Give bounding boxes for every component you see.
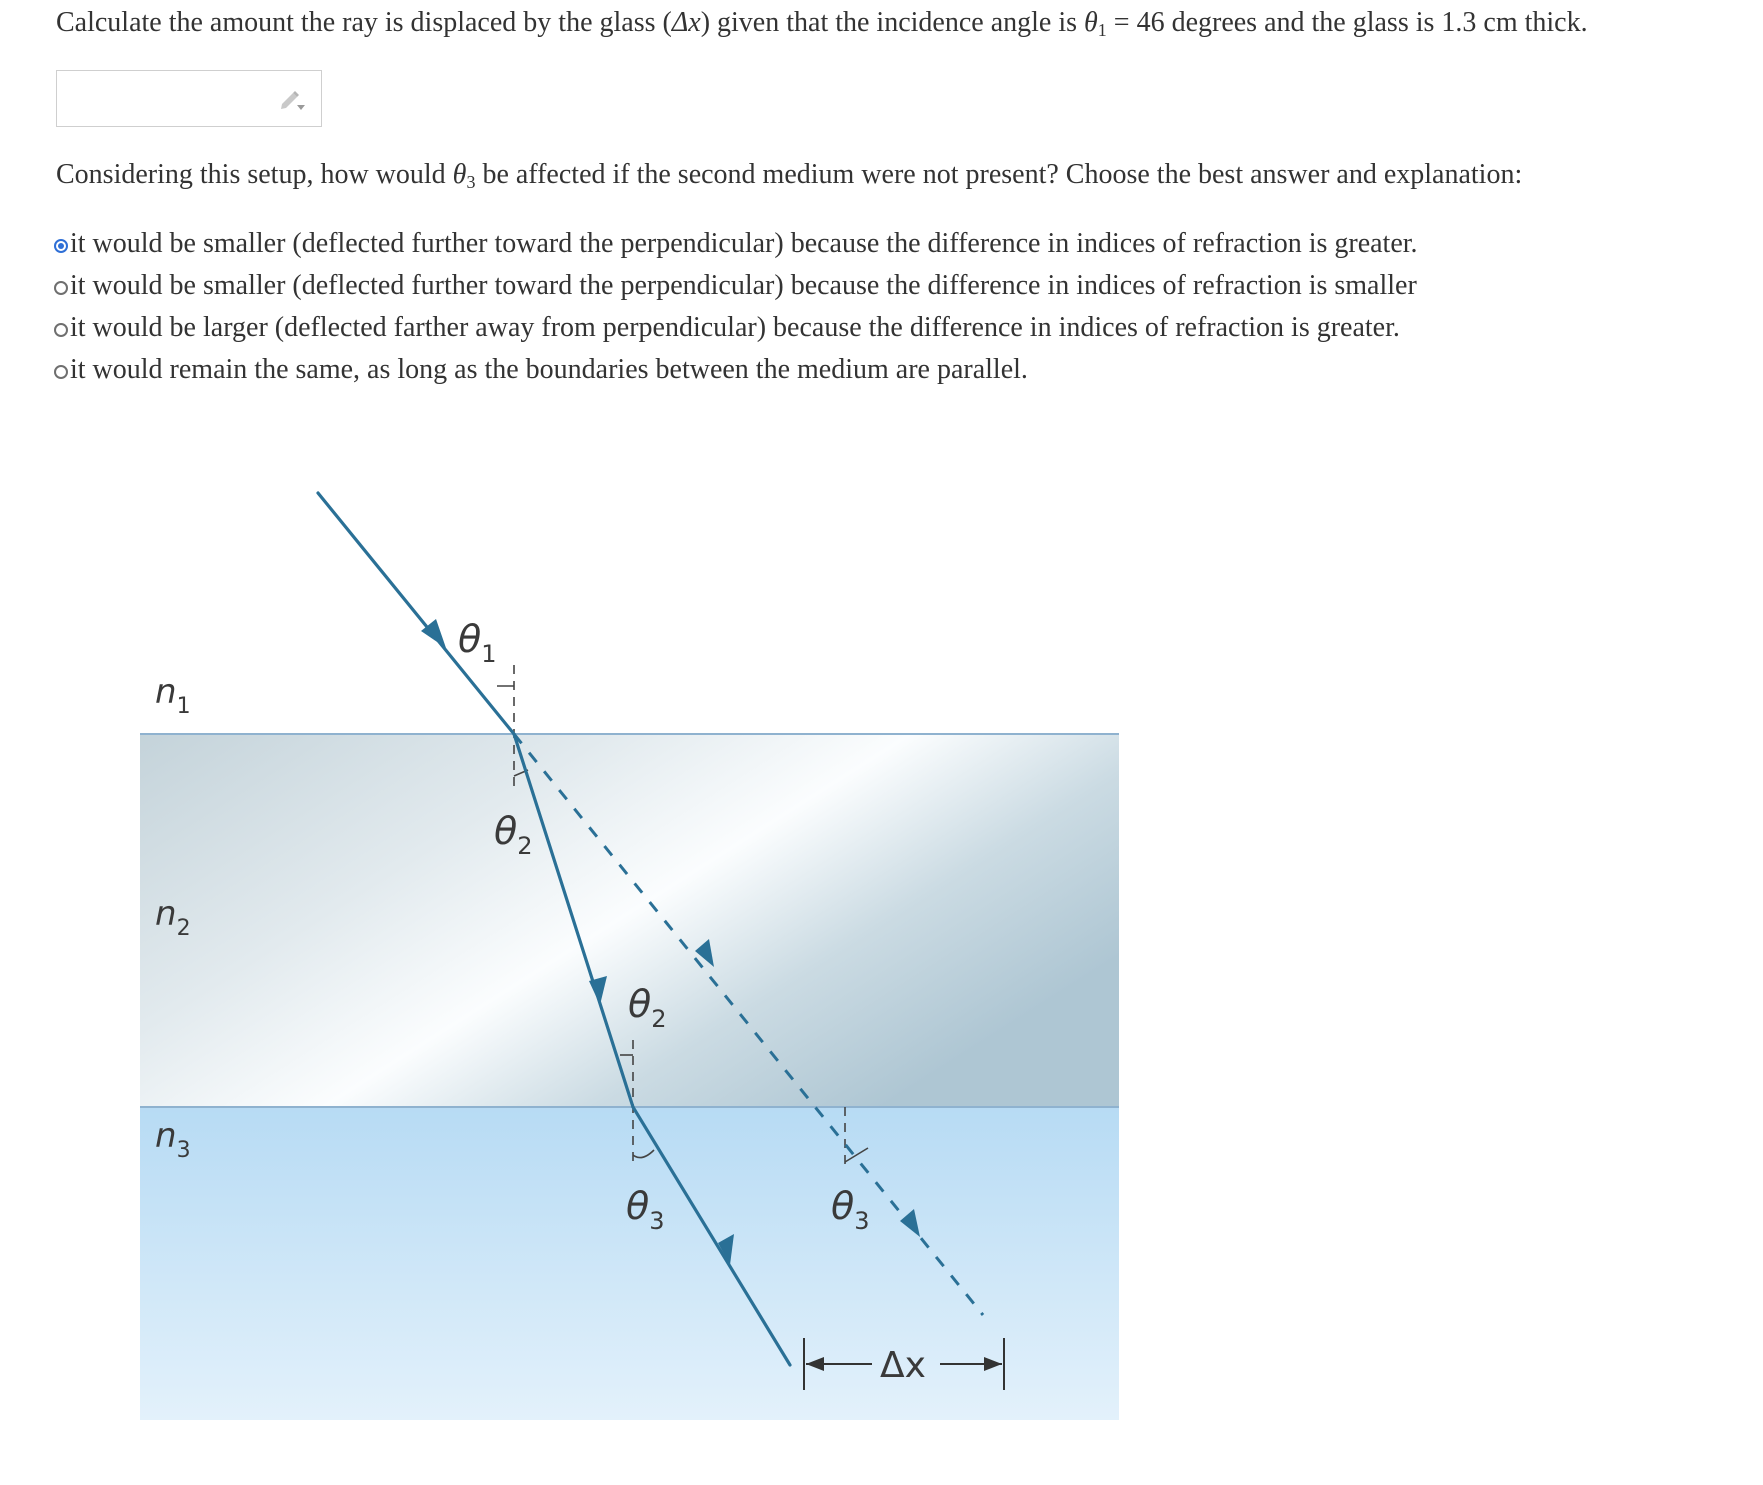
n3-label: $n_3$ <box>155 1116 191 1163</box>
question-1: Calculate the amount the ray is displaced by the glass (Δx) given that the incidence angle is $\theta_1 = 46$ degrees and the glass is 1.3 cm thick. <box>56 7 1588 40</box>
theta2-label-top: $\theta_2$ <box>494 809 533 860</box>
water-medium <box>140 1107 1119 1420</box>
option-3[interactable]: it would be larger (deflected farther away from perpendicular) because the difference in indices of refraction is greater. <box>54 307 1418 349</box>
glass-medium <box>140 734 1119 1107</box>
n2-label: $n_2$ <box>155 894 191 941</box>
delta-x-label: Δx <box>880 1345 926 1386</box>
angle-value: 46 <box>1136 7 1165 38</box>
theta1-label: $\theta_1$ <box>458 617 497 668</box>
theta3-label-right: $\theta_3$ <box>831 1184 870 1235</box>
theta3-label-left: $\theta_3$ <box>626 1184 665 1235</box>
option-1[interactable]: it would be smaller (deflected further toward the perpendicular) because the difference in indices of refraction is greater. <box>54 223 1418 265</box>
question-2: Considering this setup, how would $\theta_3$ be affected if the second medium were not present? Choose the best answer and explanation: <box>56 159 1523 192</box>
n1-label: $n_1$ <box>155 672 191 719</box>
theta2-label-bottom: $\theta_2$ <box>628 982 667 1033</box>
option-2[interactable]: it would be smaller (deflected further toward the perpendicular) because the difference in indices of refraction is smaller <box>54 265 1418 307</box>
option-4[interactable]: it would remain the same, as long as the boundaries between the medium are parallel. <box>54 349 1418 391</box>
